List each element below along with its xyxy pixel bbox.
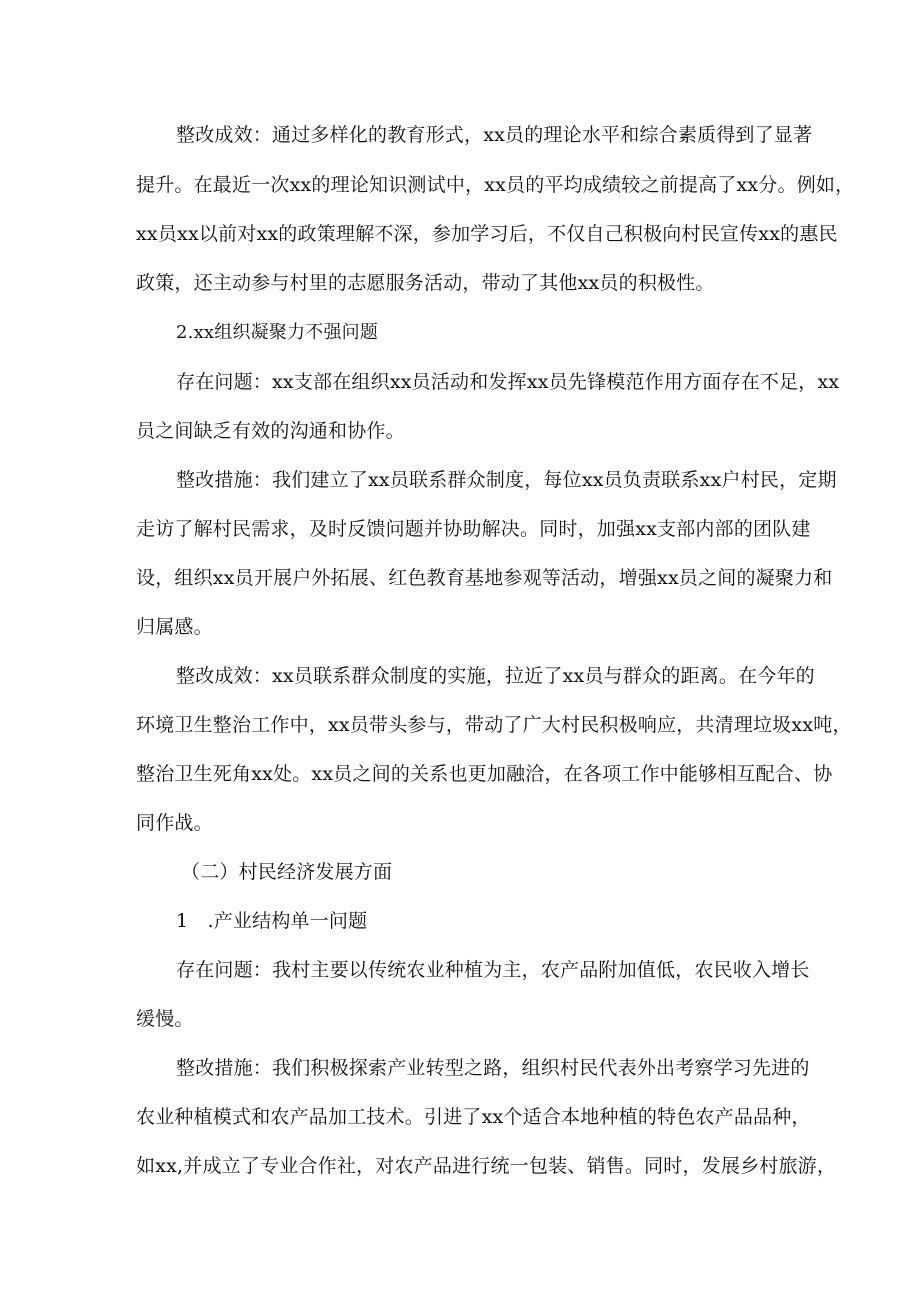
section-heading-two: （二）村民经济发展方面 xyxy=(181,861,393,883)
paragraph-2-line-2: 员之间缺乏有效的沟通和协作。 xyxy=(136,420,405,442)
paragraph-2-line-1: 存在问题：xx支部在组织xx员活动和发挥xx员先锋模范作用方面存在不足，xx xyxy=(176,371,840,393)
paragraph-4-line-4: 同作战。 xyxy=(136,812,213,834)
paragraph-1-line-1: 整改成效：通过多样化的教育形式，xx员的理论水平和综合素质得到了显著 xyxy=(176,124,813,146)
paragraph-1-line-2: 提升。在最近一次xx的理论知识测试中，xx员的平均成绩较之前提高了xx分。例如， xyxy=(136,174,855,196)
paragraph-3-line-2: 走访了解村民需求，及时反馈问题并协助解决。同时，加强xx支部内部的团队建 xyxy=(136,518,811,540)
paragraph-4-line-2: 环境卫生整治工作中，xx员带头参与，带动了广大村民积极响应，共清理垃圾xx吨， xyxy=(136,714,852,736)
paragraph-6-line-3: 如xx,并成立了专业合作社，对农产品进行统一包装、销售。同时，发展乡村旅游， xyxy=(136,1155,837,1177)
section-heading-2: 2.xx组织凝聚力不强问题 xyxy=(176,322,379,343)
paragraph-5-line-1: 存在问题：我村主要以传统农业种植为主，农产品附加值低，农民收入增长 xyxy=(176,959,810,981)
paragraph-1-line-3: xx员xx以前对xx的政策理解不深，参加学习后，不仅自己积极向村民宣传xx的惠民 xyxy=(136,223,838,245)
paragraph-4-line-1: 整改成效：xx员联系群众制度的实施，拉近了xx员与群众的距离。在今年的 xyxy=(176,665,815,687)
paragraph-3-line-3: 设，组织xx员开展户外拓展、红色教育基地参观等活动，增强xx员之间的凝聚力和 xyxy=(136,567,833,589)
subsection-heading-1: 1 .产业结构单一问题 xyxy=(176,910,368,932)
paragraph-6-line-1: 整改措施：我们积极探索产业转型之路，组织村民代表外出考察学习先进的 xyxy=(176,1057,810,1079)
paragraph-4-line-3: 整治卫生死角xx处。xx员之间的关系也更加融洽，在各项工作中能够相互配合、协 xyxy=(136,763,833,785)
paragraph-1-line-4: 政策，还主动参与村里的志愿服务活动，带动了其他xx员的积极性。 xyxy=(136,272,715,294)
paragraph-3-line-1: 整改措施：我们建立了xx员联系群众制度，每位xx员负责联系xx户村民，定期 xyxy=(176,469,837,491)
paragraph-6-line-2: 农业种植模式和农产品加工技术。引进了xx个适合本地种植的特色农产品品种， xyxy=(136,1106,811,1128)
paragraph-5-line-2: 缓慢。 xyxy=(136,1008,194,1030)
paragraph-3-line-4: 归属感。 xyxy=(136,616,213,638)
